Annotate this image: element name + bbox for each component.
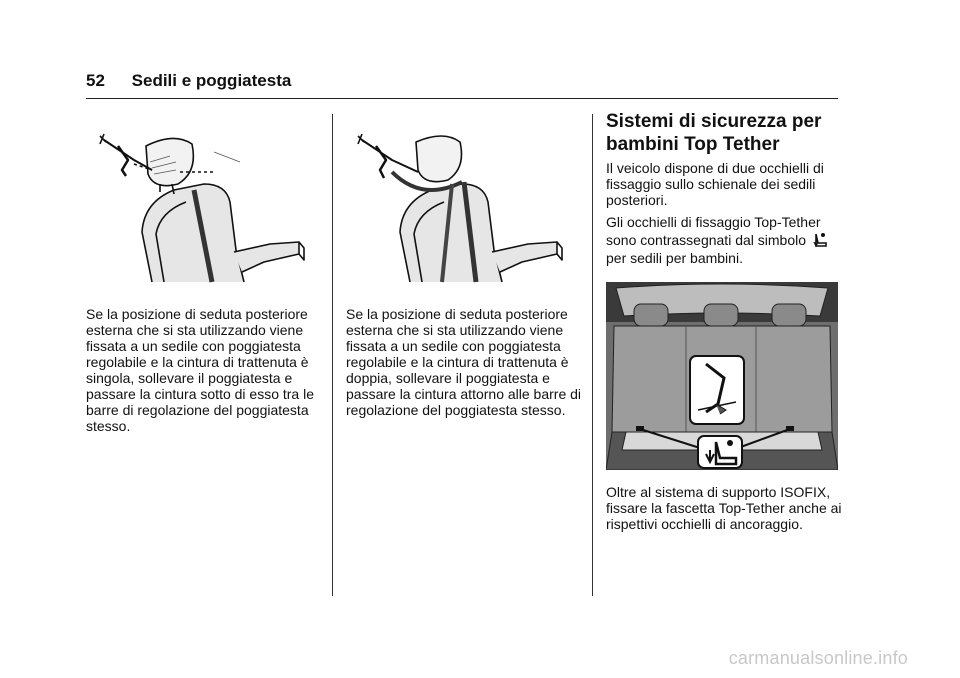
watermark: carmanualsonline.info [728, 648, 908, 668]
paragraph-tether-intro: Il veicolo dispone di due occhielli di fissaggio sullo schienale dei sedili posteriori. [606, 160, 824, 208]
paragraph-tether-symbol [606, 213, 842, 267]
top-tether-anchor-location-illustration [606, 282, 838, 470]
column-divider-1 [332, 114, 333, 596]
header-rule [86, 98, 838, 99]
page-header [86, 71, 291, 91]
seat-belt-around-headrest-illustration [352, 132, 584, 284]
seat-belt-under-headrest-illustration [94, 132, 326, 284]
column-divider-2 [592, 114, 593, 596]
page-number: 52 [86, 71, 105, 90]
section-heading: Sistemi di sicurezza per bambini Top Tether [606, 111, 822, 155]
paragraph-single-belt: Se la posizione di seduta posteriore esterna che si sta utilizzando viene fissata a un sedile con poggiatesta regolabile e la cintura di trattenuta è singola, sollevare il poggiatesta e passare la cintura sotto di esso tra le barre di regolazione del poggiatesta stesso. [86, 306, 315, 434]
paragraph-double-belt: Se la posizione di seduta posteriore esterna che si sta utilizzando viene fissata a un sedile con poggiatesta regolabile e la cintura di trattenuta è doppia, sollevare il poggiatesta e passare la cintura attorno alle barre di regolazione del poggiatesta stesso. [346, 306, 582, 418]
section-title: Sedili e poggiatesta [131, 71, 292, 90]
tether-symbol-text-end: per sedili per bambini. [606, 250, 743, 266]
paragraph-isofix: Oltre al sistema di supporto ISOFIX, fissare la fascetta Top-Tether anche ai rispettivi occhielli di ancoraggio. [606, 484, 842, 532]
tether-symbol-text: Gli occhielli di fissaggio Top-Tether sono contrassegnati dal simbolo [606, 214, 821, 248]
child-seat-anchor-icon [812, 232, 828, 248]
